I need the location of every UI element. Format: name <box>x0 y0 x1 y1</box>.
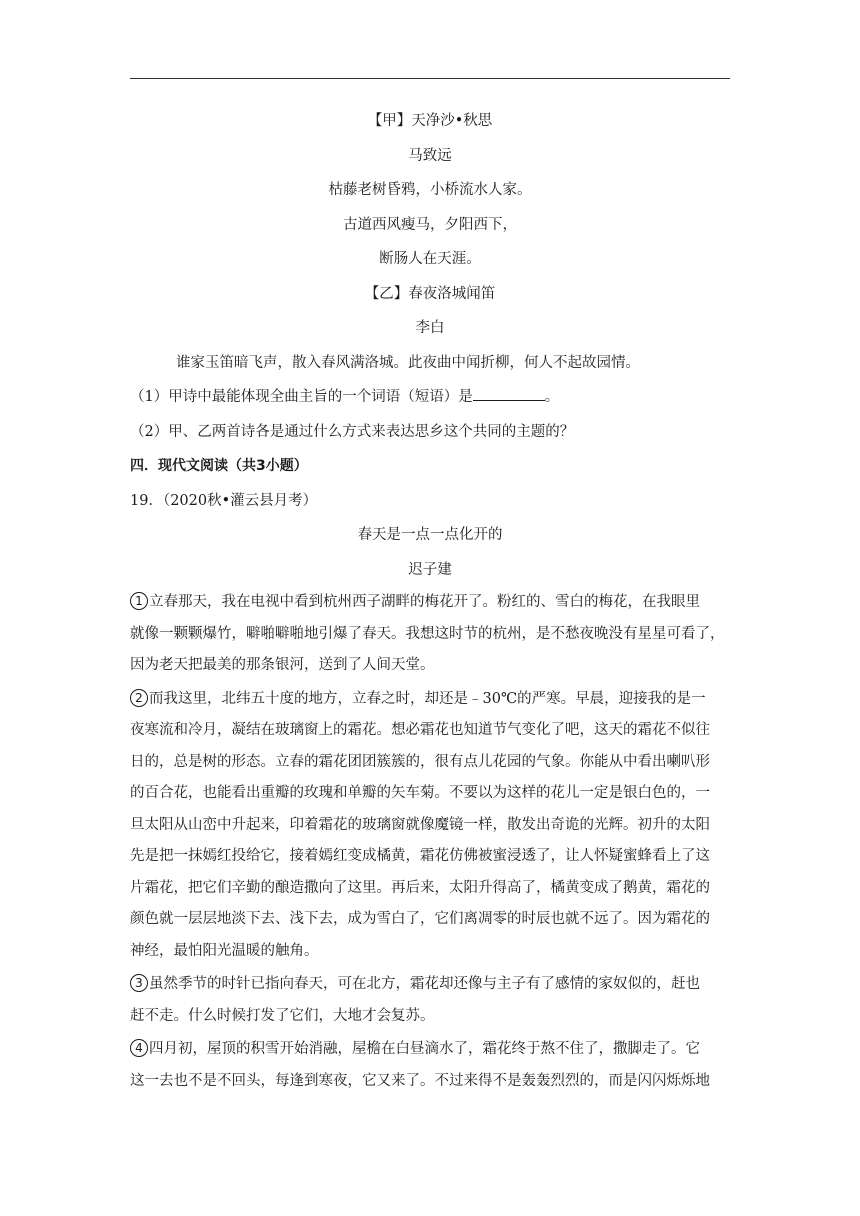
article-title: 春天是一点一点化开的 <box>357 527 503 543</box>
paragraph-line <box>130 587 730 619</box>
article-paragraph-1 <box>130 587 730 682</box>
poem-jia-line: 古道西风瘦马，夕阳西下， <box>343 216 517 233</box>
item-source: 19．（2020秋•灌云县月考） <box>130 492 318 509</box>
paragraph-line: 就像一颗颗爆竹，噼啪噼啪地引爆了春天。我想这时节的杭州，是不愁夜晚没有星星可看了， <box>130 625 725 642</box>
section-heading: 四．现代文阅读（共3小题） <box>130 458 308 474</box>
paragraph-text: 四月初，屋顶的积雪开始消融，屋檐在白昼滴水了，霜花终于熬不住了，撒脚走了。它 <box>149 1041 700 1057</box>
article-author: 迟子建 <box>408 561 452 578</box>
paragraph-line <box>130 969 730 1001</box>
paragraph-line <box>130 1034 730 1066</box>
poem-jia-line: 枯藤老树昏鸦，小桥流水人家。 <box>328 182 532 198</box>
paragraph-line: 日的，总是树的形态。立春的霜花团团簇簇的，很有点儿花园的气象。你能从中看出喇叭形 <box>130 753 710 770</box>
paragraph-line <box>130 684 730 716</box>
poem-yi-title: 【乙】春夜洛城闻笛 <box>364 285 496 302</box>
paragraph-line: 先是把一抹嫣红投给它，接着嫣红变成橘黄，霜花仿佛被蜜浸透了，让人怀疑蜜蜂看上了这 <box>130 848 710 864</box>
poem-jia-author: 马致远 <box>408 147 452 164</box>
header-rule <box>130 78 730 79</box>
paragraph-line: 夜寒流和冷月，凝结在玻璃窗上的霜花。想必霜花也知道节气变化了吧，这天的霜花不似往 <box>130 722 710 738</box>
paragraph-line: 颜色就一层层地淡下去、浅下去，成为雪白了，它们离凋零的时辰也就不远了。因为霜花的 <box>130 911 710 927</box>
article-paragraph-4 <box>130 1034 730 1097</box>
paragraph-text: 立春那天，我在电视中看到杭州西子湖畔的梅花开了。粉红的、雪白的梅花，在我眼里 <box>149 594 700 610</box>
poem-jia-line: 断肠人在天涯。 <box>379 251 481 267</box>
question-1 <box>130 380 730 415</box>
poem-yi-author: 李白 <box>415 320 445 336</box>
article-paragraph-3 <box>130 969 730 1032</box>
paragraph-line: 赶不走。什么时候打发了它们，大地才会复苏。 <box>130 1007 435 1024</box>
article-paragraph-2 <box>130 684 730 968</box>
paragraph-number: 1 <box>130 592 148 610</box>
paragraph-line: 这一去也不是不回头，每逢到寒夜，它又来了。不过来得不是轰轰烈烈的，而是闪闪烁烁地 <box>130 1072 710 1089</box>
paragraph-number: 4 <box>130 1039 148 1057</box>
paragraph-line: 旦太阳从山峦中升起来，印着霜花的玻璃窗就像魔镜一样，散发出奇诡的光辉。初升的太阳 <box>130 816 710 833</box>
paragraph-text: 虽然季节的时针已指向春天，可在北方，霜花却还像与主子有了感情的家奴似的，赶也 <box>149 976 700 992</box>
paragraph-line: 神经，最怕阳光温暖的触角。 <box>130 942 319 959</box>
paragraph-line: 片霜花，把它们辛勤的酿造撒向了这里。再后来，太阳升得高了，橘黄变成了鹅黄，霜花的 <box>130 879 710 896</box>
question-2: （2）甲、乙两首诗各是通过什么方式来表达思乡这个共同的主题的？ <box>130 423 575 440</box>
poem-yi-text: 谁家玉笛暗飞声，散入春风满洛城。此夜曲中闻折柳，何人不起故园情。 <box>176 354 640 371</box>
paragraph-text: 而我这里，北纬五十度的地方，立春之时，却还是﹣30℃的严寒。早晨，迎接我的是一 <box>149 690 706 707</box>
paragraph-line: 的百合花，也能看出重瓣的玫瑰和单瓣的矢车菊。不要以为这样的花儿一定是银白色的，一 <box>130 785 710 801</box>
paragraph-number: 3 <box>130 974 148 992</box>
answer-blank[interactable] <box>473 386 545 401</box>
question-1-end: 。 <box>544 389 560 405</box>
document-page <box>130 104 730 1099</box>
poem-jia-title: 【甲】天净沙•秋思 <box>367 113 493 129</box>
question-1-text: （1）甲诗中最能体现全曲主旨的一个词语（短语）是 <box>130 389 473 405</box>
paragraph-line: 因为老天把最美的那条银河，送到了人间天堂。 <box>130 657 435 673</box>
paragraph-number: 2 <box>130 689 148 707</box>
